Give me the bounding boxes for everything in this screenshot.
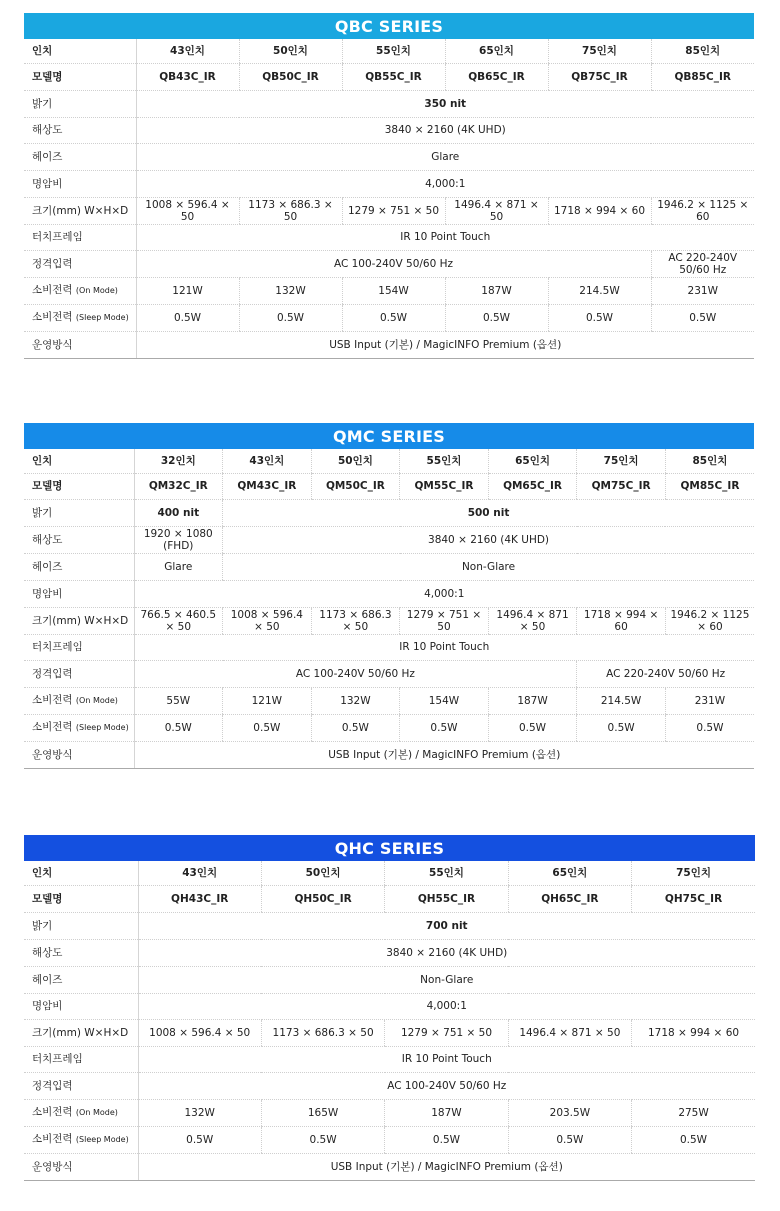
row-contrast	[24, 170, 754, 197]
model-cell: QH75C_IR	[632, 885, 755, 912]
power-sleep-cell: 0.5W	[311, 714, 400, 741]
row-label: 모델명	[24, 885, 138, 912]
operation-cell: USB Input (기본) / MagicINFO Premium (옵션)	[134, 741, 754, 768]
row-haze	[24, 966, 755, 993]
model-cell: QB43C_IR	[136, 63, 239, 90]
inch-cell: 50인치	[311, 449, 400, 473]
inch-cell: 65인치	[445, 39, 548, 63]
contrast-cell: 4,000:1	[134, 580, 754, 607]
series-title: QHC SERIES	[24, 835, 755, 861]
row-label: 인치	[24, 861, 138, 885]
row-resolution	[24, 117, 754, 143]
row-power-on	[24, 687, 754, 714]
mode-label: (Sleep Mode)	[75, 723, 129, 732]
row-label: 해상도	[24, 939, 138, 966]
model-cell: QM75C_IR	[577, 473, 666, 499]
power-sleep-cell: 0.5W	[400, 714, 489, 741]
row-label: 인치	[24, 449, 134, 473]
power-sleep-cell: 0.5W	[138, 1126, 261, 1153]
mode-label: (Sleep Mode)	[75, 1135, 129, 1144]
row-label: 모델명	[24, 63, 136, 90]
model-cell: QM50C_IR	[311, 473, 400, 499]
row-operation	[24, 741, 754, 768]
brightness-cell: 700 nit	[138, 912, 755, 939]
power-sleep-cell: 0.5W	[261, 1126, 384, 1153]
inch-cell: 85인치	[665, 449, 754, 473]
row-brightness	[24, 499, 754, 526]
row-resolution	[24, 939, 755, 966]
model-cell: QM65C_IR	[488, 473, 577, 499]
power-on-cell: 187W	[385, 1099, 508, 1126]
model-cell: QB85C_IR	[651, 63, 754, 90]
power-on-cell: 121W	[223, 687, 312, 714]
power-on-cell: 121W	[136, 277, 239, 304]
inch-cell: 55인치	[385, 861, 508, 885]
size-cell: 1496.4 × 871 × 50	[445, 197, 548, 224]
brightness-cell: 350 nit	[136, 90, 754, 117]
row-label: 명암비	[24, 580, 134, 607]
row-inch	[24, 39, 754, 63]
inch-cell: 75인치	[632, 861, 755, 885]
size-cell: 1008 × 596.4 × 50	[223, 607, 312, 634]
model-cell: QB75C_IR	[548, 63, 651, 90]
power-sleep-cell: 0.5W	[632, 1126, 755, 1153]
touch-cell: IR 10 Point Touch	[138, 1046, 755, 1072]
brightness-cell: 400 nit	[134, 499, 223, 526]
row-resolution	[24, 526, 754, 553]
operation-cell: USB Input (기본) / MagicINFO Premium (옵션)	[136, 331, 754, 358]
row-label	[24, 277, 136, 304]
row-label: 밝기	[24, 90, 136, 117]
haze-cell: Non-Glare	[223, 553, 754, 580]
spec-table	[24, 449, 754, 769]
size-cell: 1279 × 751 × 50	[385, 1019, 508, 1046]
row-label: 헤이즈	[24, 966, 138, 993]
series-title: QBC SERIES	[24, 13, 754, 39]
row-power-on	[24, 277, 754, 304]
model-cell: QM85C_IR	[665, 473, 754, 499]
row-label: 운영방식	[24, 741, 134, 768]
row-haze	[24, 553, 754, 580]
resolution-cell: 3840 × 2160 (4K UHD)	[223, 526, 754, 553]
power-sleep-cell: 0.5W	[508, 1126, 631, 1153]
qbc-series-section	[24, 13, 754, 359]
row-power-sleep	[24, 714, 754, 741]
size-cell: 1173 × 686.3 × 50	[239, 197, 342, 224]
power-sleep-cell: 0.5W	[665, 714, 754, 741]
power-on-cell: 132W	[138, 1099, 261, 1126]
inch-cell: 50인치	[261, 861, 384, 885]
row-label: 크기(mm) W×H×D	[24, 1019, 138, 1046]
inch-cell: 65인치	[488, 449, 577, 473]
contrast-cell: 4,000:1	[136, 170, 754, 197]
row-contrast	[24, 993, 755, 1019]
model-cell: QB55C_IR	[342, 63, 445, 90]
size-cell: 1008 × 596.4 × 50	[138, 1019, 261, 1046]
model-cell: QB50C_IR	[239, 63, 342, 90]
power-on-cell: 154W	[400, 687, 489, 714]
power-sleep-cell: 0.5W	[134, 714, 223, 741]
power-on-cell: 154W	[342, 277, 445, 304]
power-input-cell: AC 100-240V 50/60 Hz	[138, 1072, 755, 1099]
power-on-cell: 187W	[445, 277, 548, 304]
row-label	[24, 1099, 138, 1126]
resolution-cell: 3840 × 2160 (4K UHD)	[138, 939, 755, 966]
row-label	[24, 714, 134, 741]
qmc-series-section	[24, 423, 754, 769]
inch-cell: 50인치	[239, 39, 342, 63]
row-power-input	[24, 660, 754, 687]
power-label: 소비전력	[32, 1133, 73, 1145]
mode-label: (On Mode)	[75, 1108, 118, 1117]
power-sleep-cell: 0.5W	[223, 714, 312, 741]
model-cell: QH55C_IR	[385, 885, 508, 912]
row-operation	[24, 331, 754, 358]
row-model	[24, 63, 754, 90]
size-cell: 1718 × 994 × 60	[577, 607, 666, 634]
power-label: 소비전력	[32, 721, 73, 733]
haze-cell: Glare	[134, 553, 223, 580]
inch-cell: 55인치	[342, 39, 445, 63]
inch-cell: 43인치	[138, 861, 261, 885]
model-cell: QH43C_IR	[138, 885, 261, 912]
power-on-cell: 231W	[665, 687, 754, 714]
spec-table	[24, 861, 755, 1181]
power-on-cell: 132W	[311, 687, 400, 714]
power-input-cell: AC 100-240V 50/60 Hz	[136, 250, 651, 277]
power-input-cell: AC 100-240V 50/60 Hz	[134, 660, 577, 687]
row-label	[24, 687, 134, 714]
resolution-cell: 3840 × 2160 (4K UHD)	[136, 117, 754, 143]
size-cell: 1496.4 × 871 × 50	[488, 607, 577, 634]
power-sleep-cell: 0.5W	[239, 304, 342, 331]
power-on-cell: 203.5W	[508, 1099, 631, 1126]
row-inch	[24, 861, 755, 885]
inch-cell: 85인치	[651, 39, 754, 63]
contrast-cell: 4,000:1	[138, 993, 755, 1019]
power-label: 소비전력	[32, 694, 73, 706]
size-cell: 1173 × 686.3 × 50	[261, 1019, 384, 1046]
row-label: 밝기	[24, 499, 134, 526]
row-size	[24, 607, 754, 634]
row-size	[24, 197, 754, 224]
size-cell: 766.5 × 460.5 × 50	[134, 607, 223, 634]
row-label: 밝기	[24, 912, 138, 939]
power-sleep-cell: 0.5W	[136, 304, 239, 331]
size-cell: 1173 × 686.3 × 50	[311, 607, 400, 634]
touch-cell: IR 10 Point Touch	[136, 224, 754, 250]
row-touch	[24, 224, 754, 250]
size-cell: 1718 × 994 × 60	[548, 197, 651, 224]
row-power-on	[24, 1099, 755, 1126]
row-power-sleep	[24, 304, 754, 331]
power-on-cell: 275W	[632, 1099, 755, 1126]
haze-cell: Glare	[136, 143, 754, 170]
row-label: 터치프레임	[24, 224, 136, 250]
touch-cell: IR 10 Point Touch	[134, 634, 754, 660]
row-inch	[24, 449, 754, 473]
power-on-cell: 55W	[134, 687, 223, 714]
row-label: 모델명	[24, 473, 134, 499]
model-cell: QB65C_IR	[445, 63, 548, 90]
power-label: 소비전력	[32, 311, 73, 323]
series-title: QMC SERIES	[24, 423, 754, 449]
row-label: 터치프레임	[24, 1046, 138, 1072]
power-sleep-cell: 0.5W	[548, 304, 651, 331]
mode-label: (Sleep Mode)	[75, 313, 129, 322]
size-cell: 1279 × 751 × 50	[342, 197, 445, 224]
power-on-cell: 132W	[239, 277, 342, 304]
row-power-input	[24, 250, 754, 277]
row-label: 명암비	[24, 993, 138, 1019]
size-cell: 1008 × 596.4 × 50	[136, 197, 239, 224]
resolution-cell: 1920 × 1080 (FHD)	[134, 526, 223, 553]
row-label: 크기(mm) W×H×D	[24, 197, 136, 224]
power-sleep-cell: 0.5W	[385, 1126, 508, 1153]
inch-cell: 43인치	[136, 39, 239, 63]
row-model	[24, 473, 754, 499]
power-sleep-cell: 0.5W	[651, 304, 754, 331]
row-label: 정격입력	[24, 1072, 138, 1099]
inch-cell: 75인치	[548, 39, 651, 63]
model-cell: QH65C_IR	[508, 885, 631, 912]
row-brightness	[24, 912, 755, 939]
row-size	[24, 1019, 755, 1046]
row-label: 운영방식	[24, 331, 136, 358]
power-on-cell: 231W	[651, 277, 754, 304]
row-operation	[24, 1153, 755, 1180]
size-cell: 1279 × 751 × 50	[400, 607, 489, 634]
power-input-cell: AC 220-240V 50/60 Hz	[577, 660, 754, 687]
power-sleep-cell: 0.5W	[342, 304, 445, 331]
operation-cell: USB Input (기본) / MagicINFO Premium (옵션)	[138, 1153, 755, 1180]
row-label: 터치프레임	[24, 634, 134, 660]
row-label: 해상도	[24, 526, 134, 553]
brightness-cell: 500 nit	[223, 499, 754, 526]
qhc-series-section	[24, 835, 755, 1181]
power-input-cell: AC 220-240V 50/60 Hz	[651, 250, 754, 277]
row-label: 헤이즈	[24, 553, 134, 580]
size-cell: 1496.4 × 871 × 50	[508, 1019, 631, 1046]
power-label: 소비전력	[32, 1106, 73, 1118]
size-cell: 1718 × 994 × 60	[632, 1019, 755, 1046]
power-sleep-cell: 0.5W	[488, 714, 577, 741]
inch-cell: 65인치	[508, 861, 631, 885]
power-sleep-cell: 0.5W	[445, 304, 548, 331]
inch-cell: 32인치	[134, 449, 223, 473]
row-label: 명암비	[24, 170, 136, 197]
row-touch	[24, 634, 754, 660]
power-on-cell: 214.5W	[577, 687, 666, 714]
row-power-sleep	[24, 1126, 755, 1153]
row-label: 해상도	[24, 117, 136, 143]
model-cell: QM55C_IR	[400, 473, 489, 499]
row-label: 운영방식	[24, 1153, 138, 1180]
row-label	[24, 1126, 138, 1153]
model-cell: QH50C_IR	[261, 885, 384, 912]
row-label: 인치	[24, 39, 136, 63]
model-cell: QM32C_IR	[134, 473, 223, 499]
mode-label: (On Mode)	[75, 696, 118, 705]
row-brightness	[24, 90, 754, 117]
inch-cell: 55인치	[400, 449, 489, 473]
row-label: 헤이즈	[24, 143, 136, 170]
inch-cell: 43인치	[223, 449, 312, 473]
row-label: 정격입력	[24, 660, 134, 687]
row-contrast	[24, 580, 754, 607]
power-sleep-cell: 0.5W	[577, 714, 666, 741]
row-haze	[24, 143, 754, 170]
inch-cell: 75인치	[577, 449, 666, 473]
size-cell: 1946.2 × 1125 × 60	[665, 607, 754, 634]
row-model	[24, 885, 755, 912]
power-on-cell: 165W	[261, 1099, 384, 1126]
spec-table	[24, 39, 754, 359]
power-on-cell: 187W	[488, 687, 577, 714]
row-touch	[24, 1046, 755, 1072]
row-label: 크기(mm) W×H×D	[24, 607, 134, 634]
power-label: 소비전력	[32, 284, 73, 296]
mode-label: (On Mode)	[75, 286, 118, 295]
row-label: 정격입력	[24, 250, 136, 277]
row-label	[24, 304, 136, 331]
haze-cell: Non-Glare	[138, 966, 755, 993]
row-power-input	[24, 1072, 755, 1099]
size-cell: 1946.2 × 1125 × 60	[651, 197, 754, 224]
power-on-cell: 214.5W	[548, 277, 651, 304]
model-cell: QM43C_IR	[223, 473, 312, 499]
